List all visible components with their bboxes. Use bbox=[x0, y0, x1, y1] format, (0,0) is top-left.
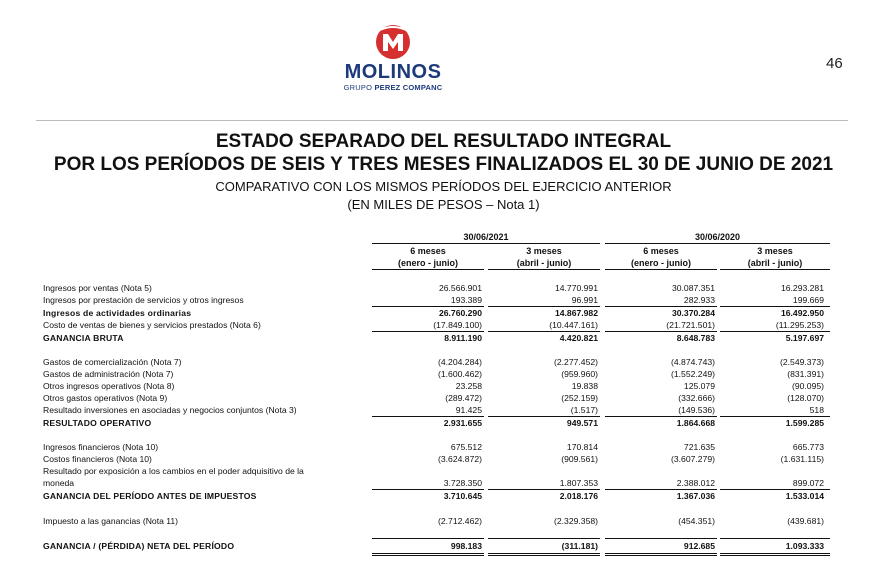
row-label: GANANCIA BRUTA bbox=[43, 333, 124, 343]
table-row bbox=[0, 490, 887, 502]
cell-value: 2.388.012 bbox=[676, 478, 715, 488]
cell-value: (332.666) bbox=[678, 393, 715, 403]
cell-value: 1.807.353 bbox=[559, 478, 598, 488]
total-double-rule bbox=[372, 553, 484, 554]
cell-value: 26.760.290 bbox=[438, 308, 482, 318]
cell-value: (128.070) bbox=[787, 393, 824, 403]
cell-value: 125.079 bbox=[683, 381, 715, 391]
cell-value: (1.517) bbox=[570, 405, 598, 415]
column-header: 6 meses (enero - junio) bbox=[631, 246, 691, 268]
cell-value: (17.849.100) bbox=[433, 320, 482, 330]
row-label: Impuesto a las ganancias (Nota 11) bbox=[43, 516, 179, 526]
cell-value: (3.624.872) bbox=[438, 454, 482, 464]
column-header-underline bbox=[488, 269, 600, 270]
total-rule bbox=[605, 538, 717, 539]
table-row bbox=[0, 368, 887, 380]
header-divider bbox=[36, 120, 848, 121]
brand-tagline: GRUPO PEREZ COMPANC bbox=[343, 83, 443, 92]
cell-value: 8.911.190 bbox=[444, 333, 482, 343]
molinos-m-icon bbox=[374, 24, 412, 60]
cell-value: (149.536) bbox=[678, 405, 715, 415]
total-double-rule bbox=[488, 555, 600, 556]
total-double-rule bbox=[372, 555, 484, 556]
cell-value: 26.566.901 bbox=[438, 283, 482, 293]
cell-value: (21.721.501) bbox=[666, 320, 715, 330]
cell-value: 949.571 bbox=[566, 418, 598, 428]
row-label: Ingresos de actividades ordinarias bbox=[43, 308, 192, 318]
row-label: Gastos de comercialización (Nota 7) bbox=[43, 357, 182, 367]
statement-period: POR LOS PERÍODOS DE SEIS Y TRES MESES FINALIZADOS EL 30 DE JUNIO DE 2021 bbox=[53, 154, 834, 175]
cell-value: (11.295.253) bbox=[775, 320, 824, 330]
table-row bbox=[0, 441, 887, 453]
column-header: 3 meses (abril - junio) bbox=[747, 246, 803, 268]
cell-value: 91.425 bbox=[455, 405, 482, 415]
row-label: Ingresos financieros (Nota 10) bbox=[43, 442, 159, 452]
row-label: Costos financieros (Nota 10) bbox=[43, 454, 152, 464]
total-double-rule bbox=[720, 555, 830, 556]
cell-value: (439.681) bbox=[787, 516, 824, 526]
table-row bbox=[0, 319, 887, 331]
cell-value: (1.552.249) bbox=[671, 369, 715, 379]
row-label: GANANCIA DEL PERÍODO ANTES DE IMPUESTOS bbox=[43, 491, 257, 501]
cell-value: 30.370.284 bbox=[671, 308, 715, 318]
cell-value: 23.258 bbox=[455, 381, 482, 391]
cell-value: 1.093.333 bbox=[785, 541, 824, 551]
row-label: Ingresos por ventas (Nota 5) bbox=[43, 283, 152, 293]
group-header-2021: 30/06/2021 bbox=[372, 232, 600, 244]
cell-value: 518 bbox=[809, 405, 824, 415]
table-row bbox=[0, 307, 887, 319]
cell-value: 675.512 bbox=[450, 442, 482, 452]
cell-value: 282.933 bbox=[683, 295, 715, 305]
column-header: 6 meses (enero - junio) bbox=[398, 246, 458, 268]
row-label: moneda bbox=[43, 478, 75, 488]
cell-value: 193.389 bbox=[450, 295, 482, 305]
table-row bbox=[0, 380, 887, 392]
cell-value: 721.635 bbox=[683, 442, 715, 452]
row-label: Ingresos por prestación de servicios y otros ingresos bbox=[43, 295, 244, 305]
cell-value: 665.773 bbox=[792, 442, 824, 452]
cell-value: (2.329.358) bbox=[554, 516, 598, 526]
total-rule bbox=[372, 538, 484, 539]
cell-value: (4.874.743) bbox=[671, 357, 715, 367]
row-label: Costo de ventas de bienes y servicios prestados (Nota 6) bbox=[43, 320, 261, 330]
total-double-rule bbox=[720, 553, 830, 554]
page-number: 46 bbox=[826, 55, 843, 72]
cell-value: 170.814 bbox=[566, 442, 598, 452]
cell-value: 1.599.285 bbox=[785, 418, 824, 428]
brand-name: MOLINOS bbox=[344, 61, 442, 83]
table-row bbox=[0, 282, 887, 294]
column-header: 3 meses (abril - junio) bbox=[516, 246, 572, 268]
cell-value: (2.549.373) bbox=[780, 357, 824, 367]
row-label: Otros gastos operativos (Nota 9) bbox=[43, 393, 168, 403]
cell-value: 19.838 bbox=[571, 381, 598, 391]
table-row bbox=[0, 465, 887, 477]
cell-value: (909.561) bbox=[561, 454, 598, 464]
total-rule bbox=[720, 538, 830, 539]
row-label: Otros ingresos operativos (Nota 8) bbox=[43, 381, 175, 391]
row-label: Gastos de administración (Nota 7) bbox=[43, 369, 174, 379]
cell-value: (252.159) bbox=[561, 393, 598, 403]
cell-value: (831.391) bbox=[787, 369, 824, 379]
cell-value: (90.095) bbox=[791, 381, 824, 391]
table-row bbox=[0, 356, 887, 368]
cell-value: (959.960) bbox=[561, 369, 598, 379]
cell-value: (3.607.279) bbox=[671, 454, 715, 464]
statement-comparative: COMPARATIVO CON LOS MISMOS PERÍODOS DEL EJERCICIO ANTERIOR bbox=[215, 179, 672, 194]
row-label: Resultado inversiones en asociadas y negocios conjuntos (Nota 3) bbox=[43, 405, 297, 415]
cell-value: 14.867.982 bbox=[554, 308, 598, 318]
row-label: Resultado por exposición a los cambios en el poder adquisitivo de la bbox=[43, 466, 304, 476]
cell-value: 96.991 bbox=[571, 295, 598, 305]
cell-value: 998.183 bbox=[450, 541, 482, 551]
molinos-logo bbox=[334, 24, 452, 96]
cell-value: 199.669 bbox=[792, 295, 824, 305]
cell-value: 2.931.655 bbox=[443, 418, 482, 428]
cell-value: 5.197.697 bbox=[785, 333, 824, 343]
cell-value: 8.648.783 bbox=[676, 333, 715, 343]
column-header-underline bbox=[720, 269, 830, 270]
cell-value: 899.072 bbox=[792, 478, 824, 488]
cell-value: (311.181) bbox=[561, 541, 598, 551]
group-header-2020: 30/06/2020 bbox=[605, 232, 830, 244]
cell-value: 30.087.351 bbox=[671, 283, 715, 293]
total-double-rule bbox=[488, 553, 600, 554]
table-row bbox=[0, 515, 887, 527]
cell-value: 1.864.668 bbox=[676, 418, 715, 428]
total-double-rule bbox=[605, 553, 717, 554]
table-row bbox=[0, 453, 887, 465]
total-rule bbox=[488, 538, 600, 539]
cell-value: 14.770.991 bbox=[554, 283, 598, 293]
cell-value: 4.420.821 bbox=[559, 333, 598, 343]
table-row bbox=[0, 404, 887, 416]
statement-units: (EN MILES DE PESOS – Nota 1) bbox=[347, 197, 540, 212]
cell-value: 16.293.281 bbox=[780, 283, 824, 293]
cell-value: 2.018.176 bbox=[559, 491, 598, 501]
column-header-underline bbox=[372, 269, 484, 270]
cell-value: (454.351) bbox=[678, 516, 715, 526]
cell-value: 1.533.014 bbox=[785, 491, 824, 501]
column-header-underline bbox=[605, 269, 717, 270]
table-row bbox=[0, 332, 887, 344]
cell-value: (289.472) bbox=[445, 393, 482, 403]
table-row bbox=[0, 417, 887, 429]
statement-title: ESTADO SEPARADO DEL RESULTADO INTEGRAL bbox=[215, 131, 672, 152]
cell-value: (2.277.452) bbox=[554, 357, 598, 367]
cell-value: 1.367.036 bbox=[676, 491, 715, 501]
cell-value: (1.600.462) bbox=[438, 369, 482, 379]
cell-value: 3.710.645 bbox=[443, 491, 482, 501]
row-label: GANANCIA / (PÉRDIDA) NETA DEL PERÍODO bbox=[43, 541, 235, 551]
total-double-rule bbox=[605, 555, 717, 556]
table-row bbox=[0, 294, 887, 306]
cell-value: 16.492.950 bbox=[780, 308, 824, 318]
cell-value: (2.712.462) bbox=[438, 516, 482, 526]
cell-value: (4.204.284) bbox=[438, 357, 482, 367]
cell-value: (1.631.115) bbox=[780, 454, 824, 464]
row-label: RESULTADO OPERATIVO bbox=[43, 418, 152, 428]
cell-value: 3.728.350 bbox=[443, 478, 482, 488]
table-row bbox=[0, 477, 887, 489]
cell-value: (10.447.161) bbox=[549, 320, 598, 330]
table-row bbox=[0, 392, 887, 404]
cell-value: 912.685 bbox=[683, 541, 715, 551]
table-row bbox=[0, 540, 887, 552]
